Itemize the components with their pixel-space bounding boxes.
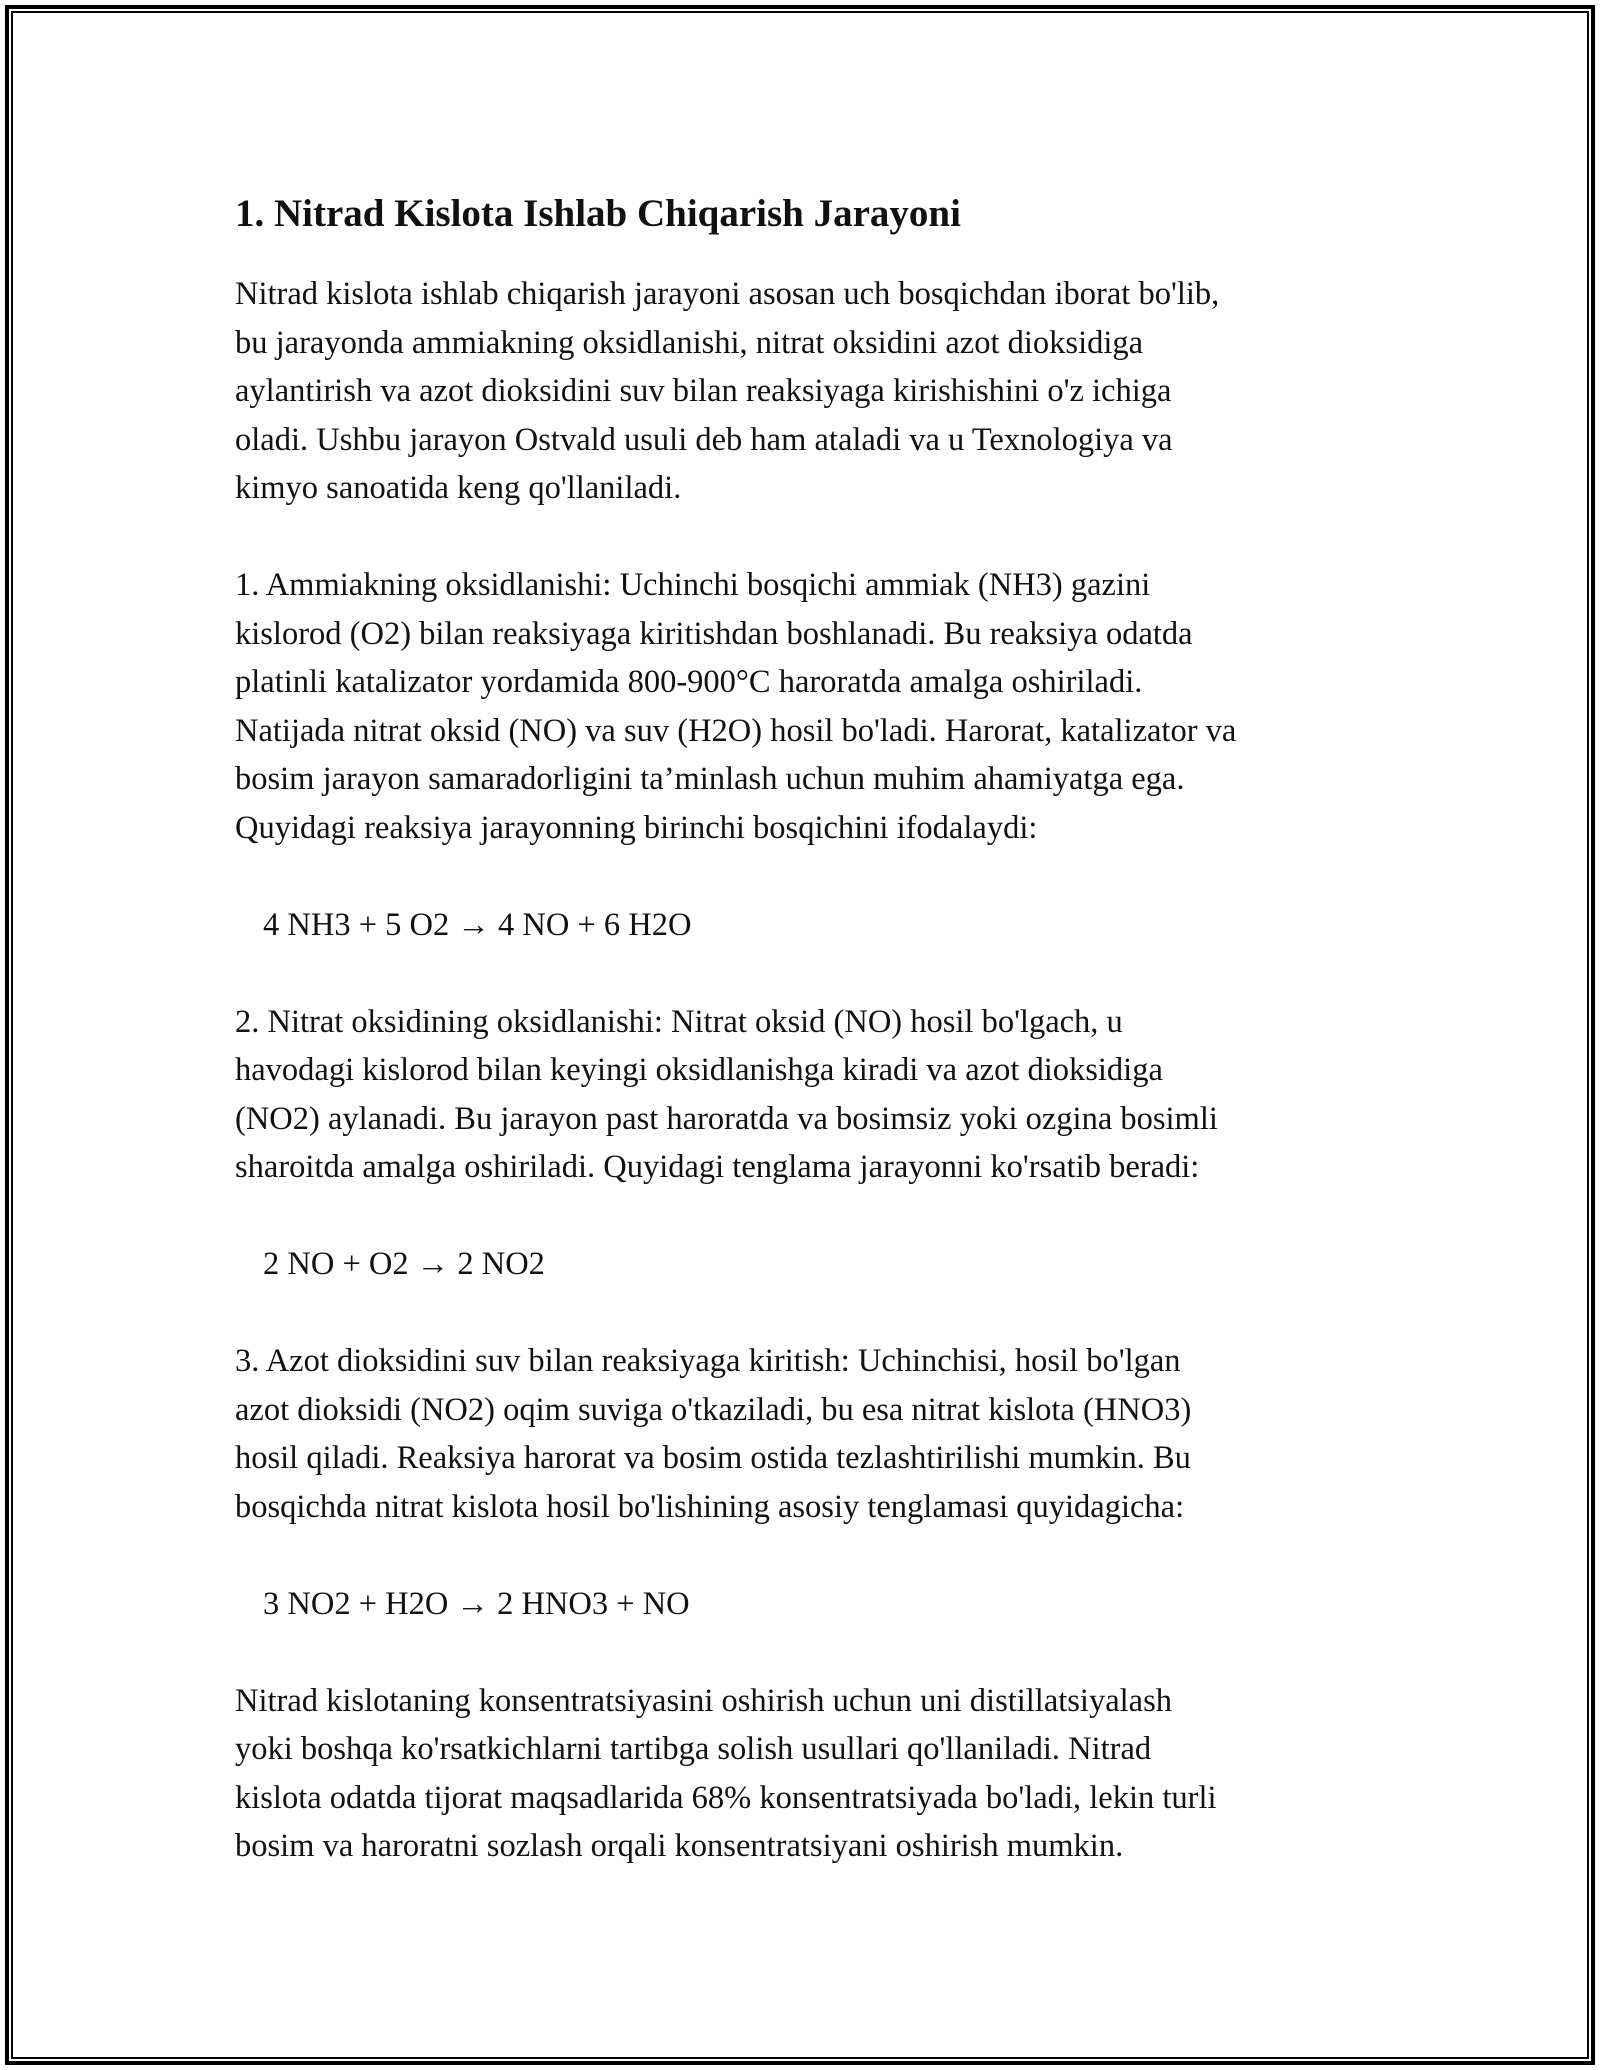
text-line: aylantirish va azot dioksidini suv bilan reaksiyaga kirishishini o'z ichiga — [235, 373, 1172, 409]
text-line: Nitrad kislota ishlab chiqarish jarayoni asosan uch bosqichdan iborat bo'lib, — [235, 276, 1220, 312]
text-line: (NO2) aylanadi. Bu jarayon past haroratda va bosimsiz yoki ozgina bosimli — [235, 1100, 1218, 1137]
step1-paragraph — [235, 561, 1395, 852]
text-line: 1. Ammiakning oksidlanishi: Uchinchi bosqichi ammiak (NH3) gazini — [235, 567, 1151, 603]
text-line: Natijada nitrat oksid (NO) va suv (H2O) hosil bo'ladi. Harorat, katalizator va — [235, 712, 1237, 749]
text-line: bosqichda nitrat kislota hosil bo'lishining asosiy tenglamasi quyidagicha: — [235, 1488, 1185, 1525]
text-line: azot dioksidi (NO2) oqim suviga o'tkaziladi, bu esa nitrat kislota (HNO3) — [235, 1391, 1192, 1428]
text-line: havodagi kislorod bilan keyingi oksidlanishga kiradi va azot dioksidiga — [235, 1052, 1163, 1088]
text-line: bosim jarayon samaradorligini ta’minlash uchun muhim ahamiyatga ega. — [235, 761, 1185, 797]
document-body — [235, 186, 1395, 1871]
step3-paragraph — [235, 1337, 1395, 1531]
text-line: platinli katalizator yordamida 800-900°C haroratda amalga oshiriladi. — [235, 664, 1143, 700]
equation-2: 2 NO + O2 → 2 NO2 — [263, 1246, 545, 1282]
text-line: kimyo sanoatida keng qo'llaniladi. — [235, 470, 682, 506]
text-line: bosim va haroratni sozlash orqali konsentratsiyani oshirish mumkin. — [235, 1828, 1124, 1864]
text-line: Nitrad kislotaning konsentratsiyasini oshirish uchun uni distillatsiyalash — [235, 1682, 1172, 1719]
text-line: kislota odatda tijorat maqsadlarida 68% konsentratsiyada bo'ladi, lekin turli — [235, 1779, 1217, 1816]
text-line: sharoitda amalga oshiriladi. Quyidagi tenglama jarayonni ko'rsatib beradi: — [235, 1149, 1200, 1185]
text-line: yoki boshqa ko'rsatkichlarni tartibga solish usullari qo'llaniladi. Nitrad — [235, 1731, 1152, 1767]
text-line: kislorod (O2) bilan reaksiyaga kiritishdan boshlanadi. Bu reaksiya odatda — [235, 615, 1193, 652]
text-line: Quyidagi reaksiya jarayonning birinchi bosqichini ifodalaydi: — [235, 809, 1038, 846]
text-line: oladi. Ushbu jarayon Ostvald usuli deb ham ataladi va u Texnologiya va — [235, 421, 1173, 458]
equation-1: 4 NH3 + 5 O2 → 4 NO + 6 H2O — [263, 906, 692, 943]
step2-paragraph — [235, 998, 1395, 1192]
equation-3: 3 NO2 + H2O → 2 HNO3 + NO — [263, 1585, 690, 1622]
text-line: hosil qiladi. Reaksiya harorat va bosim ostida tezlashtirilishi mumkin. Bu — [235, 1440, 1191, 1476]
text-line: 2. Nitrat oksidining oksidlanishi: Nitrat oksid (NO) hosil bo'lgach, u — [235, 1003, 1123, 1040]
intro-paragraph — [235, 270, 1395, 513]
text-line: 3. Azot dioksidini suv bilan reaksiyaga kiritish: Uchinchisi, hosil bo'lgan — [235, 1343, 1181, 1379]
conclusion-paragraph — [235, 1677, 1395, 1871]
document-title: 1. Nitrad Kislota Ishlab Chiqarish Jarayoni — [235, 192, 961, 235]
text-line: bu jarayonda ammiakning oksidlanishi, nitrat oksidini azot dioksidiga — [235, 324, 1144, 361]
